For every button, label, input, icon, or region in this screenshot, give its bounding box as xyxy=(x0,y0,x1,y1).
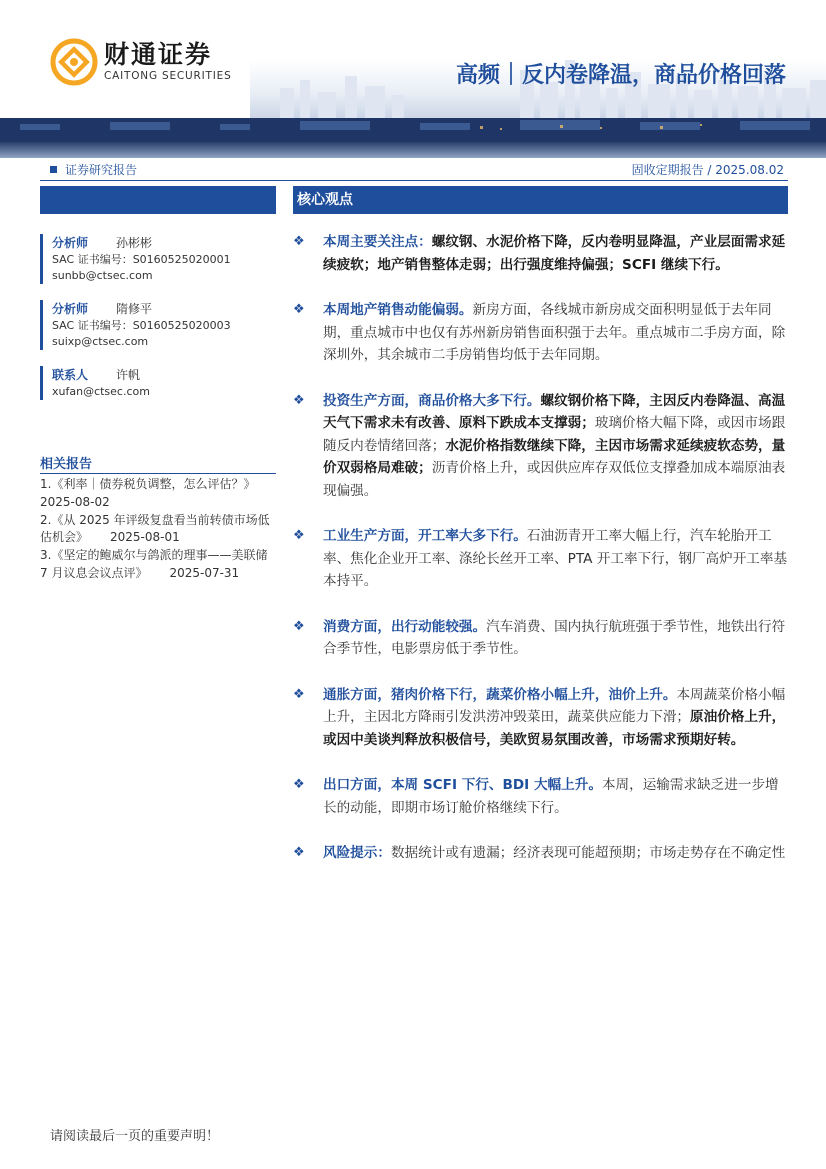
related-report-date: 2025-08-02 xyxy=(40,494,110,509)
contact-email[interactable]: xufan@ctsec.com xyxy=(52,385,150,398)
related-report-item[interactable] xyxy=(40,547,278,583)
report-type-label: 证券研究报告 xyxy=(65,163,138,177)
point-heading: 本周地产销售动能偏弱。 xyxy=(323,302,473,318)
core-point xyxy=(293,231,788,276)
point-text: 新房方面，各线城市新房成交面积明显低于去年同期，重点城市中也仅有苏州新房销售面积强于去年。重点城市二手房方面，除深圳外，其余城市二手房销售均低于去年同期。 xyxy=(323,302,786,363)
analyst-cert: SAC 证书编号：S0160525020003 xyxy=(52,319,231,332)
related-reports-title: 相关报告 xyxy=(40,457,93,472)
diamond-bullet-icon: ❖ xyxy=(293,528,305,543)
point-heading: 通胀方面，猪肉价格下行，蔬菜价格小幅上升，油价上升。 xyxy=(323,686,677,703)
related-report-date: 2025-08-01 xyxy=(110,530,180,545)
point-text: 水泥价格指数继续下降，主因市场需求延续疲软态势，量价双弱格局难破； xyxy=(323,437,786,476)
core-point xyxy=(293,842,788,865)
logo-english-name: CAITONG SECURITIES xyxy=(104,70,232,82)
company-logo xyxy=(50,38,232,86)
core-views-header: 核心观点 xyxy=(293,186,788,214)
header-divider xyxy=(40,180,788,181)
diamond-bullet-icon: ❖ xyxy=(293,392,305,408)
diamond-bullet-icon: ❖ xyxy=(293,686,305,702)
point-text: 原油价格上升，或因中美谈判释放积极信号，美欧贸易氛围改善，市场需求预期好转。 xyxy=(323,709,786,748)
point-heading: 风险提示： xyxy=(323,845,391,861)
contact-name: 许帆 xyxy=(116,368,141,382)
point-heading: 消费方面，出行动能较强。 xyxy=(323,618,487,635)
related-report-title: 1.《利率｜债券税负调整，怎么评估？》 xyxy=(40,477,256,491)
report-type xyxy=(50,161,137,178)
point-heading: 本周主要关注点： xyxy=(323,234,432,250)
core-point xyxy=(293,774,788,819)
point-text: 汽车消费、国内执行航班强于季节性，地铁出行符合季节性，电影票房低于季节性。 xyxy=(323,618,786,657)
point-heading: 出口方面，本周 SCFI 下行、BDI 大幅上升。 xyxy=(323,777,602,793)
core-views-list xyxy=(293,231,788,888)
related-report-date: 2025-07-31 xyxy=(169,565,240,580)
footer-disclaimer: 请阅读最后一页的重要声明！ xyxy=(50,1129,220,1144)
point-text: 本周蔬菜价格小幅上升，主因北方降雨引发洪涝冲毁菜田，蔬菜供应能力下滑； xyxy=(323,686,786,725)
logo-chinese-name: 财通证券 xyxy=(104,40,213,69)
point-text: 沥青价格上升，或因供应库存双低位支撑叠加成本端原油表现偏强。 xyxy=(323,460,786,499)
diamond-bullet-icon: ❖ xyxy=(293,234,305,249)
analyst-name: 隋修平 xyxy=(116,302,153,316)
analyst-name: 孙彬彬 xyxy=(116,236,153,250)
square-bullet-icon xyxy=(50,166,57,173)
contact-role: 联系人 xyxy=(52,368,89,382)
related-report-title: 2.《从 2025 年评级复盘看当前转债市场低估机会》 xyxy=(40,512,270,545)
related-reports-list xyxy=(40,476,278,583)
analyst-email[interactable]: suixp@ctsec.com xyxy=(52,335,149,348)
point-text: 螺纹钢价格下降，主因反内卷降温、高温天气下需求未有改善、原料下跌成本支撑弱； xyxy=(323,392,786,431)
related-report-title: 3.《坚定的鲍威尔与鸽派的理事——美联储 7 月议息会议点评》 xyxy=(40,548,268,580)
point-heading: 工业生产方面，开工率大多下行。 xyxy=(323,528,527,544)
point-text: 数据统计或有遗漏；经济表现可能超预期；市场走势存在不确定性 xyxy=(390,845,786,861)
core-point xyxy=(293,299,788,367)
core-point xyxy=(293,616,788,661)
related-reports-divider xyxy=(40,473,276,474)
analyst-card-1 xyxy=(40,234,276,284)
point-text: 本周，运输需求缺乏进一步增长的动能，即期市场订舱价格继续下行。 xyxy=(323,777,779,816)
analyst-email[interactable]: sunbb@ctsec.com xyxy=(52,269,153,282)
left-section-bar xyxy=(40,186,276,214)
report-category-date: 固收定期报告 / 2025.08.02 xyxy=(631,163,784,177)
diamond-bullet-icon: ❖ xyxy=(293,777,305,792)
core-point xyxy=(293,684,788,752)
point-heading: 投资生产方面，商品价格大多下行。 xyxy=(323,392,541,409)
report-title: 高频｜反内卷降温，商品价格回落 xyxy=(455,63,786,88)
related-report-item[interactable] xyxy=(40,476,278,512)
point-text: 玻璃价格大幅下降，或因市场跟随反内卷情绪回落； xyxy=(323,415,786,454)
contact-card xyxy=(40,366,276,400)
core-point xyxy=(293,390,788,503)
related-report-item[interactable] xyxy=(40,512,278,548)
analyst-card-2 xyxy=(40,300,276,350)
point-text: 石油沥青开工率大幅上行，汽车轮胎开工率、焦化企业开工率、涤纶长丝开工率、PTA 开工率下行，钢厂高炉开工率基本持平。 xyxy=(323,528,788,589)
analyst-role: 分析师 xyxy=(52,302,89,316)
diamond-bullet-icon: ❖ xyxy=(293,302,305,317)
core-point xyxy=(293,525,788,593)
analyst-role: 分析师 xyxy=(52,236,89,250)
point-text: 螺纹钢、水泥价格下降，反内卷明显降温，产业层面需求延续疲软；地产销售整体走弱；出行强度维持偏强；SCFI 继续下行。 xyxy=(323,234,786,273)
logo-emblem-icon xyxy=(50,38,98,86)
analyst-cert: SAC 证书编号：S0160525020001 xyxy=(52,253,231,266)
diamond-bullet-icon: ❖ xyxy=(293,618,305,634)
diamond-bullet-icon: ❖ xyxy=(293,845,305,860)
